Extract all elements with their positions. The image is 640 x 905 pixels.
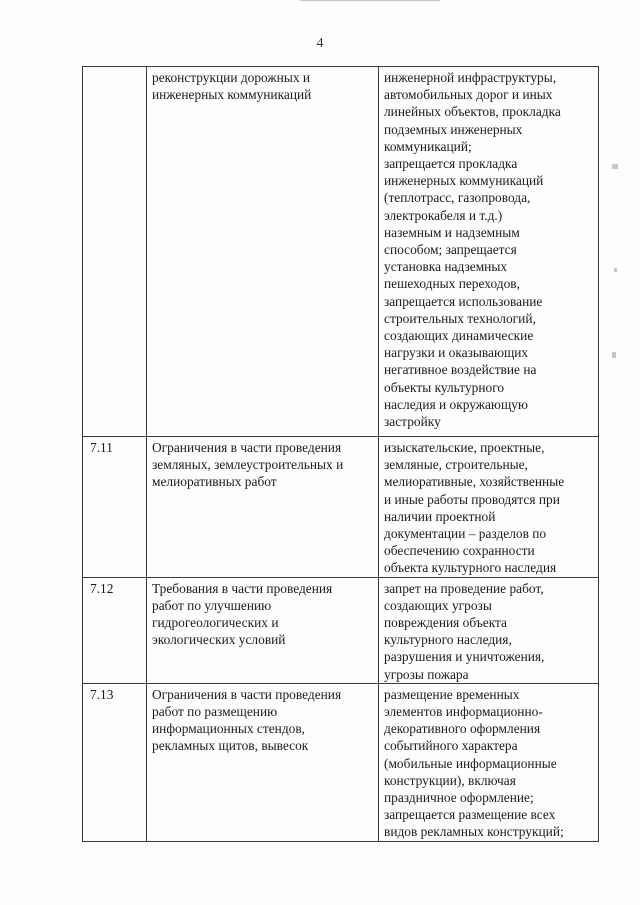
row-number	[83, 67, 147, 437]
page-number: 4	[316, 36, 324, 51]
row-body: запрет на проведение работ, создающих угрозы повреждения объекта культурного наследия, разрушения и уничтожения, угрозы пожара	[379, 577, 599, 683]
scan-speck	[300, 0, 440, 1]
scan-speck	[612, 164, 618, 169]
table-row	[83, 683, 599, 841]
table-row	[83, 437, 599, 578]
row-title: Ограничения в части проведения работ по размещению информационных стендов, рекламных щитов, вывесок	[147, 683, 379, 841]
row-number: 7.11	[83, 437, 147, 578]
row-title: Требования в части проведения работ по улучшению гидрогеологических и экологических условий	[147, 577, 379, 683]
row-title: Ограничения в части проведения земляных, землеустроительных и мелиоративных работ	[147, 437, 379, 578]
row-body: изыскательские, проектные, земляные, строительные, мелиоративные, хозяйственные и иные работы проводятся при наличии проектной документации – разделов по обеспечению сохранности объекта культурного наследия	[379, 437, 599, 578]
scan-speck	[612, 352, 616, 358]
row-number: 7.13	[83, 683, 147, 841]
table-row	[83, 577, 599, 683]
scan-speck	[614, 268, 617, 272]
row-number: 7.12	[83, 577, 147, 683]
restrictions-table	[82, 66, 599, 842]
row-title: реконструкции дорожных и инженерных коммуникаций	[147, 67, 379, 437]
row-body: инженерной инфраструктуры, автомобильных дорог и иных линейных объектов, прокладка подземных инженерных коммуникаций; запрещается прокладка инженерных коммуникаций (теплотрасс, газопровода, электрокабеля и т.д.) наземным и надземным способом; запрещается установка надземных пешеходных переходов, запрещается использование строительных технологий, создающих динамические нагрузки и оказывающих негативное воздействие на объекты культурного наследия и окружающую застройку	[379, 67, 599, 437]
row-body: размещение временных элементов информационно- декоративного оформления событийного характера (мобильные информационные конструкции), включая праздничное оформление; запрещается размещение всех видов рекламных конструкций;	[379, 683, 599, 841]
table-row	[83, 67, 599, 437]
